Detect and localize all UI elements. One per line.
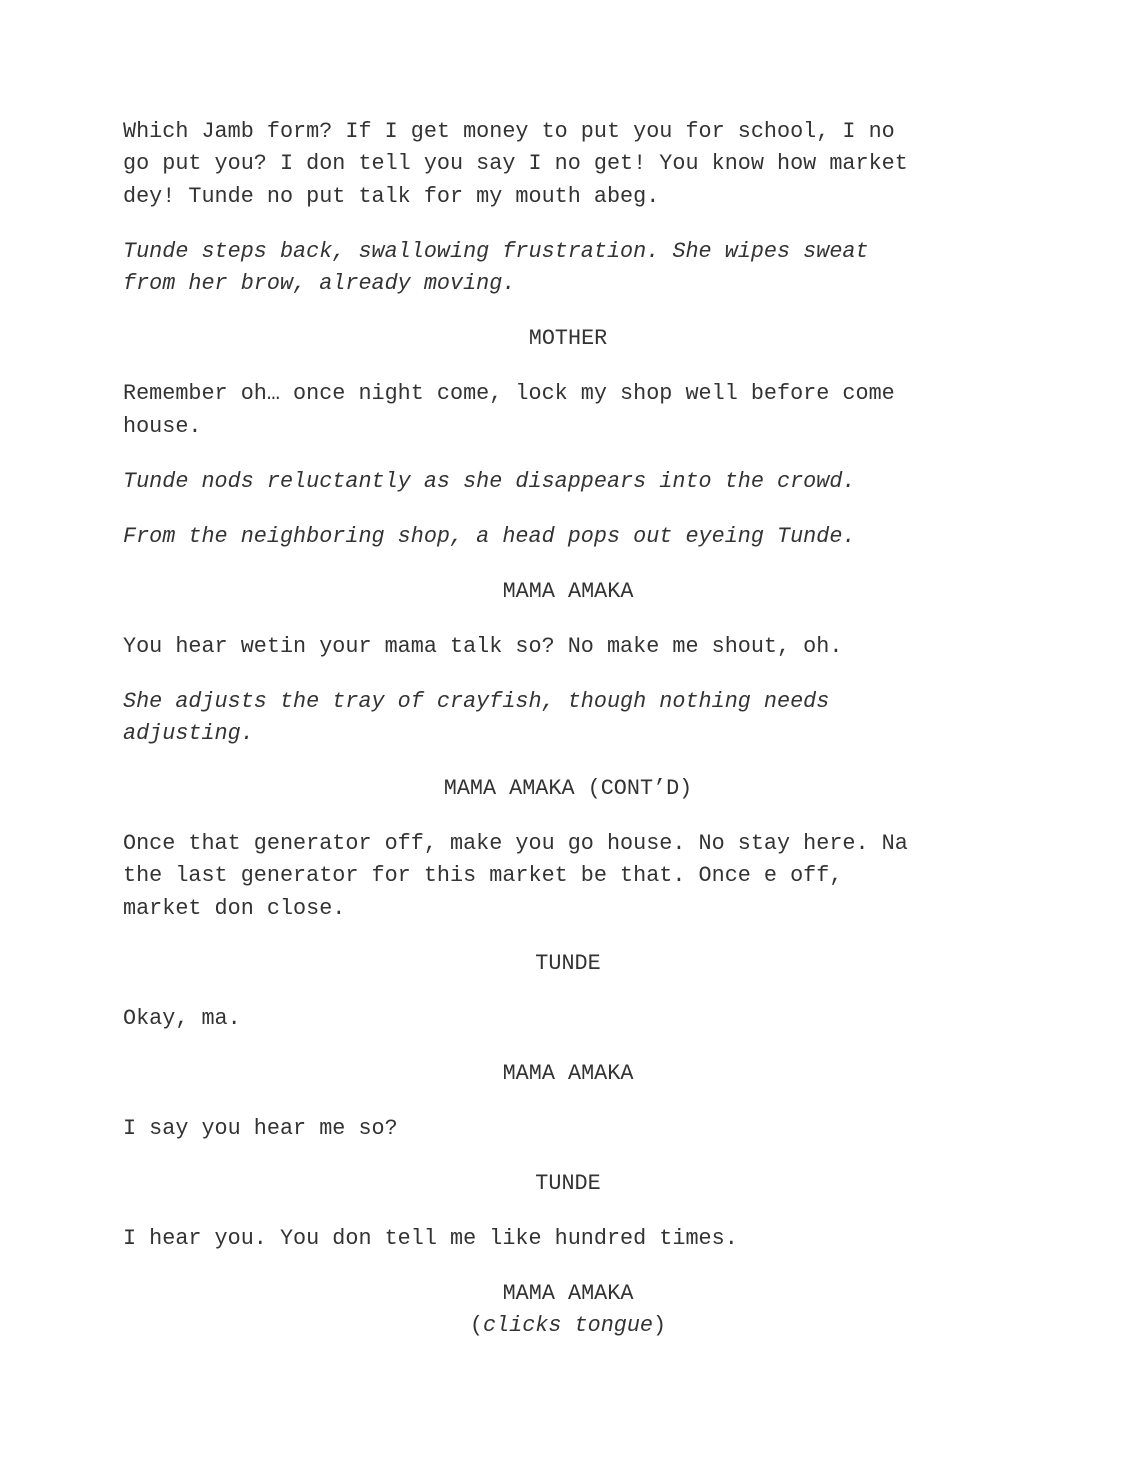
paren-open: ( bbox=[469, 1313, 483, 1339]
character-mama-amaka-2: MAMA AMAKA bbox=[502, 1060, 634, 1086]
parenthetical-text: clicks tongue bbox=[482, 1313, 654, 1339]
action-tunde-steps-back: Tunde steps back, swallowing frustration. She wipes sweat from her brow, already moving. bbox=[123, 238, 869, 297]
character-tunde: TUNDE bbox=[535, 950, 601, 976]
character-mother: MOTHER bbox=[528, 326, 608, 352]
dialogue-mama-amaka-generator: Once that generator off, make you go house. No stay here. Na the last generator for this market be that. Once e off, market don close. bbox=[123, 831, 908, 921]
action-head-pops-out: From the neighboring shop, a head pops out eyeing Tunde. bbox=[123, 523, 856, 549]
character-mama-amaka-contd: MAMA AMAKA (CONT’D) bbox=[443, 776, 693, 802]
dialogue-tunde-okay: Okay, ma. bbox=[123, 1005, 241, 1031]
dialogue-tunde-hundred-times: I hear you. You don tell me like hundred times. bbox=[123, 1225, 738, 1251]
character-tunde-2: TUNDE bbox=[535, 1170, 601, 1196]
dialogue-mother-jamb: Which Jamb form? If I get money to put you for school, I no go put you? I don tell you say I no get! You know how market dey! Tunde no put talk for my mouth abeg. bbox=[123, 119, 908, 209]
action-tunde-nods: Tunde nods reluctantly as she disappears into the crowd. bbox=[123, 468, 856, 494]
dialogue-mother-lock-shop: Remember oh… once night come, lock my shop well before come house. bbox=[123, 381, 895, 439]
action-adjusts-tray: She adjusts the tray of crayfish, though nothing needs adjusting. bbox=[123, 688, 830, 747]
screenplay-page bbox=[123, 116, 1013, 1343]
dialogue-mama-amaka-say: I say you hear me so? bbox=[123, 1115, 398, 1141]
paren-close: ) bbox=[653, 1313, 667, 1339]
dialogue-mama-amaka-hear: You hear wetin your mama talk so? No make me shout, oh. bbox=[123, 633, 843, 659]
character-mama-amaka-3: MAMA AMAKA bbox=[502, 1280, 634, 1306]
parenthetical-clicks-tongue bbox=[123, 1310, 1013, 1342]
character-mama-amaka: MAMA AMAKA bbox=[502, 578, 634, 604]
